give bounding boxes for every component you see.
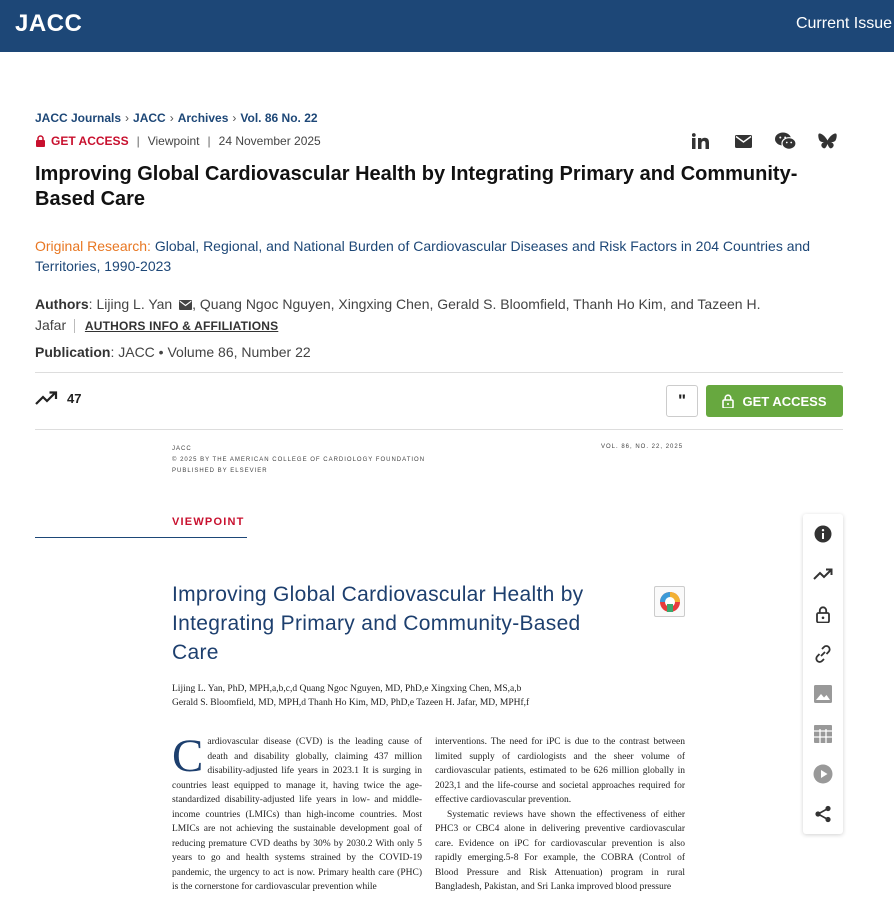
lock-icon — [35, 135, 46, 147]
pdf-section-rule — [35, 537, 247, 538]
publish-date: 24 November 2025 — [218, 134, 321, 148]
link-icon[interactable] — [811, 642, 835, 666]
meta-divider: | — [136, 134, 140, 148]
trending-up-icon — [35, 390, 59, 406]
pdf-journal-line: © 2025 BY THE AMERICAN COLLEGE OF CARDIOLOGY FOUNDATION — [172, 457, 426, 463]
pdf-column-right — [435, 735, 685, 895]
top-header — [0, 0, 894, 52]
publication-info — [35, 344, 311, 360]
get-access-label: GET ACCESS — [51, 134, 129, 148]
lock-icon — [722, 394, 734, 408]
breadcrumb-volume[interactable]: Vol. 86 No. 22 — [240, 111, 318, 125]
info-icon[interactable] — [811, 522, 835, 546]
get-access-button[interactable] — [706, 385, 843, 417]
pdf-title: Improving Global Cardiovascular Health by Integrating Primary and Community-Based Care — [172, 583, 584, 664]
meta-divider: | — [207, 134, 211, 148]
brand-logo[interactable]: JACC — [15, 10, 83, 37]
pdf-paragraph: Systematic reviews have shown the effectiveness of either PHC3 or CBC4 alone in delivering preventive cardiovascular care. Evidence on iPC for cardiovascular prevention is also rapidly emerging.5-8 For example, the COBRA (Control of Blood Pressure and Risk Attenuation) program in rural Bangladesh, Pakistan, and Sri Lanka improved blood pressure — [435, 809, 685, 892]
pdf-paragraph: ardiovascular disease (CVD) is the leading cause of death and disability globally, claiming 437 million disability-adjusted life years in 2023.1 It is surging in countries least equipped to manage it, having twice the age-standardized disability-adjusted life years in low- and middle-income countries (LMICs) than high-income countries. Most LMICs are not achieving the sustainable development goal of reducing premature CVD deaths by 30% by 2030.2 With only 5 years to go and health systems strained by the COVID-19 pandemic, the urgency to act is now. Primary health care (PHC) is the cornerstone for cardiovascular prevention while — [172, 737, 422, 892]
original-research-label: Original Research: — [35, 238, 151, 254]
cite-button[interactable] — [666, 385, 698, 417]
crossmark-icon — [654, 586, 685, 617]
breadcrumb-separator: › — [125, 111, 130, 125]
pdf-journal-header — [172, 444, 425, 477]
authors-affiliations-link[interactable]: AUTHORS INFO & AFFILIATIONS — [84, 319, 279, 333]
share-icon[interactable] — [811, 802, 835, 826]
publication-label: Publication — [35, 344, 111, 360]
pdf-first-page-preview[interactable] — [35, 430, 843, 921]
article-type: Viewpoint — [147, 134, 200, 148]
authors-block — [35, 294, 795, 337]
wechat-icon[interactable] — [773, 131, 797, 151]
original-research-link[interactable]: Global, Regional, and National Burden of Cardiovascular Diseases and Risk Factors in 204 Countries and Territories, 1990-2023 — [35, 238, 811, 274]
linkedin-icon[interactable] — [689, 131, 713, 151]
original-research — [35, 236, 825, 276]
lock-icon[interactable] — [811, 602, 835, 626]
author-first[interactable]: : Lijing L. Yan — [88, 296, 173, 312]
email-icon[interactable] — [179, 300, 192, 310]
authors-label: Authors — [35, 296, 89, 312]
metrics-count: 47 — [67, 390, 82, 406]
pdf-dropcap: C — [172, 730, 204, 782]
breadcrumb-jacc[interactable]: JACC — [133, 111, 166, 125]
pdf-authors-line: Gerald S. Bloomfield, MD, MPH,d Thanh Ho Kim, MD, PhD,e Tazeen H. Jafar, MD, MPHf,f — [172, 698, 530, 708]
breadcrumb-separator: › — [232, 111, 237, 125]
metrics[interactable] — [35, 390, 81, 406]
get-access-link[interactable] — [35, 134, 129, 148]
quote-icon: " — [677, 391, 687, 410]
share-bar — [689, 131, 839, 151]
table-icon[interactable] — [811, 722, 835, 746]
pdf-authors-line: Lijing L. Yan, PhD, MPH,a,b,c,d Quang Ngoc Nguyen, MD, PhD,e Xingxing Chen, MS,a,b — [172, 684, 522, 694]
pdf-journal-line: PUBLISHED BY ELSEVIER — [172, 468, 268, 474]
pdf-column-left — [172, 730, 422, 895]
image-icon[interactable] — [811, 682, 835, 706]
divider — [35, 372, 843, 373]
breadcrumb — [35, 111, 318, 125]
get-access-button-label: GET ACCESS — [742, 393, 827, 409]
pdf-journal-line: JACC — [172, 446, 192, 452]
pdf-volume: VOL. 86, NO. 22, 2025 — [601, 444, 684, 450]
side-toolbar — [803, 514, 843, 834]
current-issue-link[interactable]: Current Issue — [795, 15, 892, 32]
pdf-section: VIEWPOINT — [172, 516, 245, 528]
breadcrumb-archives[interactable]: Archives — [177, 111, 229, 125]
trend-icon[interactable] — [811, 562, 835, 586]
pdf-authors — [172, 682, 602, 710]
bluesky-icon[interactable] — [815, 131, 839, 151]
authors-divider — [74, 319, 75, 333]
article-title: Improving Global Cardiovascular Health by Integrating Primary and Community-Based Care — [35, 163, 798, 210]
email-icon[interactable] — [731, 131, 755, 151]
pdf-paragraph: interventions. The need for iPC is due to the contrast between limited supply of cardiologists and the sheer volume of cardiovascular patients, estimated to be 626 million globally in 2023,1 and the life-course and societal approaches required for effective cardiovascular prevention. — [435, 737, 685, 805]
article-meta — [35, 134, 321, 148]
breadcrumb-jacc-journals[interactable]: JACC Journals — [35, 111, 122, 125]
authors-rest[interactable]: , Quang Ngoc Nguyen, Xingxing Chen, Gerald S. Bloomfield, Thanh Ho Kim, and Tazeen H. Jafar — [35, 296, 761, 333]
publication-value: : JACC • Volume 86, Number 22 — [110, 344, 311, 360]
play-icon[interactable] — [811, 762, 835, 786]
breadcrumb-separator: › — [169, 111, 174, 125]
